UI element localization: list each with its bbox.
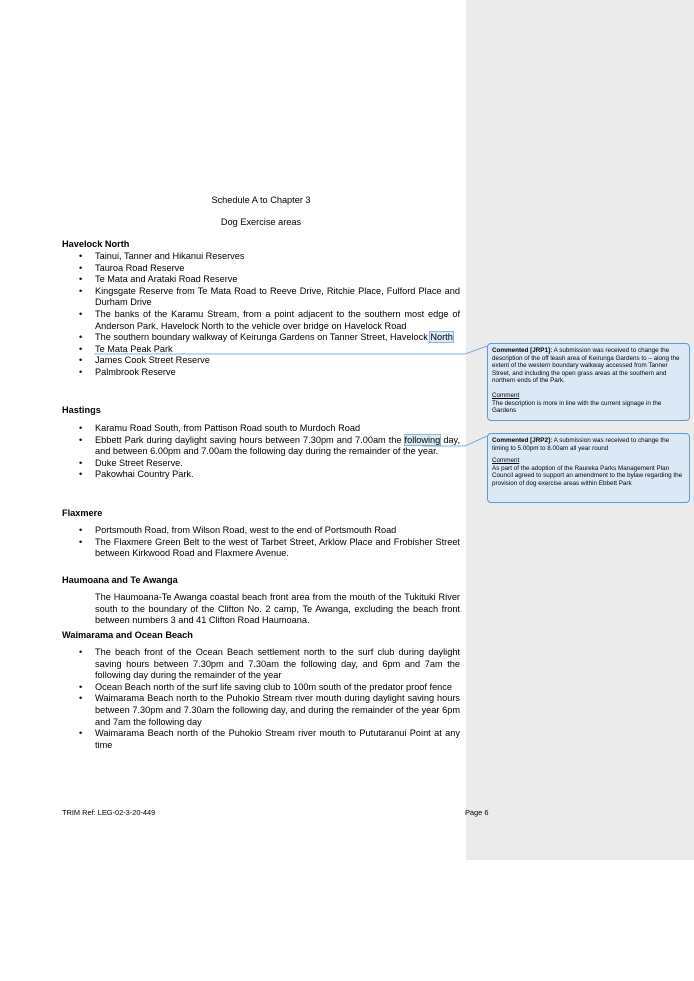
list-item-keirunga [95,332,460,344]
comment-sub-label: Comment [492,391,520,399]
section-heading-flaxmere: Flaxmere [62,508,103,518]
list-item: • Kingsgate Reserve from Te Mata Road to Reeve Drive, Ritchie Place, Fulford Place and Durham Drive [95,286,460,309]
schedule-subtitle: Dog Exercise areas [220,217,302,227]
section-heading-havelock-north: Havelock North [62,239,130,249]
list-item-ebbett-park [95,435,460,458]
list-item: • The beach front of the Ocean Beach settlement north to the surf club during daylight saving hours between 7.30pm and 7.30am the following day, and 6pm and 7am the following day during the remainder of the year [95,647,460,682]
list-item: • Duke Street Reserve. [95,458,460,470]
list-item: • Te Mata Peak Park [95,344,460,356]
section-heading-waimarama: Waimarama and Ocean Beach [62,630,193,640]
comment-balloon-jrp2[interactable] [487,433,690,503]
schedule-title: Schedule A to Chapter 3 [211,195,311,205]
list-item: • The Flaxmere Green Belt to the west of Tarbet Street, Arklow Place and Frobisher Street between Kirkwood Road and Flaxmere Avenue. [95,537,460,560]
section-heading-haumoana: Haumoana and Te Awanga [62,575,178,585]
list-item: • Pakowhai Country Park. [95,469,460,481]
hastings-list [62,423,460,481]
comment-sub-text: The description is more in line with the current signage in the Gardens [492,399,662,415]
list-item: • Waimarama Beach north to the Puhokio Stream river mouth during daylight saving hours between 7.30pm and 7.30am the following day, and during the remainder of the year 6pm and 7am the following day [95,693,460,728]
section-heading-hastings: Hastings [62,405,101,415]
list-item: • Waimarama Beach north of the Puhokio Stream river mouth to Pututaranui Point at any time [95,728,460,751]
havelock-north-list [62,251,460,379]
comment-anchor-jrp1[interactable]: North [430,332,453,343]
comment-label: Commented [JRP1]: [492,347,553,354]
ebbett-text: Ebbett Park during daylight saving hours between 7.30pm and 7.00am the [95,434,402,445]
comment-text: A submission was received to change the timing to 5.00pm to 8.00am all year round [492,437,670,452]
list-item: • Te Mata and Arataki Road Reserve [95,274,460,286]
flaxmere-list [62,525,460,560]
comment-sub-label: Comment [492,457,520,465]
list-item: • Portsmouth Road, from Wilson Road, west to the end of Portsmouth Road [95,525,460,537]
comment-text: A submission was received to change the description of the off leash area of Keirunga Gardens to – along the extent of the western boundary walkway accessed from Tanner Street, and including the open grass areas at the southern and northern ends of the Park. [492,347,680,385]
footer-trim-ref: TRIM Ref: LEG-02-3-20-449 [62,808,156,817]
keirunga-text: The southern boundary walkway of Keirunga Gardens on Tanner Street, Havelock [95,332,428,343]
comment-anchor-jrp2[interactable]: following [404,434,441,445]
list-item: • Karamu Road South, from Pattison Road south to Murdoch Road [95,423,460,435]
ebbett-text-rest: day, and between 6.00pm and 7.00am the following day during the remainder of the year. [95,434,460,457]
list-item: • Palmbrook Reserve [95,367,460,379]
comment-label: Commented [JRP2]: [492,437,553,444]
footer-page-number: Page 6 [465,808,489,817]
list-item: • James Cook Street Reserve [95,355,460,367]
list-item: • Tauroa Road Reserve [95,263,460,275]
list-item: • Ocean Beach north of the surf life saving club to 100m south of the predator proof fence [95,682,460,694]
haumoana-paragraph: The Haumoana-Te Awanga coastal beach front area from the mouth of the Tukituki River south to the boundary of the Clifton No. 2 camp, Te Awanga, excluding the beach front between numbers 3 and 41 Clifton Road Haumoana. [95,592,460,626]
comment-balloon-jrp1[interactable] [487,343,690,421]
waimarama-list [62,647,460,751]
comment-sub-text: As part of the adoption of the Raureka Parks Management Plan Council agreed to support an amendment to the bylaw regarding the provision of dog exercise areas within Ebbett Park [492,464,683,487]
comment-margin-panel [466,0,694,860]
list-item: • The banks of the Karamu Stream, from a point adjacent to the southern most edge of Anderson Park, Havelock North to the vehicle over bridge on Havelock Road [95,309,460,332]
list-item: • Tainui, Tanner and Hikanui Reserves [95,251,460,263]
